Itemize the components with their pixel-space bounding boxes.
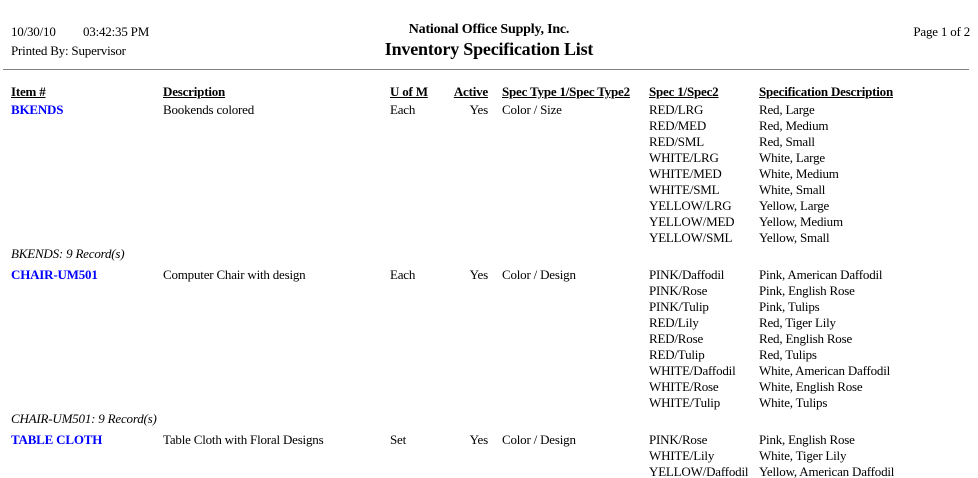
spec-description: Pink, American Daffodil: [759, 267, 883, 282]
spec-description: Pink, Tulips: [759, 299, 820, 314]
spec-description: Red, Small: [759, 134, 815, 149]
column-header-spec: Spec 1/Spec2: [649, 84, 719, 99]
spec-description: White, Large: [759, 150, 825, 165]
item-spec-type: Color / Design: [502, 432, 576, 447]
item-row: [11, 267, 978, 283]
spec-row: [11, 214, 978, 230]
spec-description: White, Medium: [759, 166, 839, 181]
spec-code: YELLOW/MED: [649, 214, 735, 229]
printed-by-label: Printed By: Supervisor: [11, 43, 126, 58]
spec-row: [11, 395, 978, 411]
item-active-flag: Yes: [469, 267, 488, 282]
spec-code: RED/Lily: [649, 315, 699, 330]
spec-code: WHITE/Daffodil: [649, 363, 736, 378]
spec-code: WHITE/Lily: [649, 448, 715, 463]
item-number-link[interactable]: CHAIR-UM501: [11, 267, 98, 282]
spec-code: WHITE/Tulip: [649, 395, 720, 410]
spec-description: Red, Tiger Lily: [759, 315, 836, 330]
spec-description: Yellow, Small: [759, 230, 830, 245]
spec-code: PINK/Tulip: [649, 299, 709, 314]
spec-row: [11, 331, 978, 347]
page-indicator: Page 1 of 2: [913, 24, 970, 39]
item-uom: Set: [390, 432, 407, 447]
column-header-description: Description: [163, 84, 226, 99]
spec-row: [11, 230, 978, 246]
spec-description: White, Small: [759, 182, 826, 197]
company-name: National Office Supply, Inc.: [408, 22, 570, 37]
spec-description: Yellow, Large: [759, 198, 830, 213]
spec-row: [11, 118, 978, 134]
spec-row: [11, 134, 978, 150]
header-rule: [3, 69, 969, 70]
column-header-uom: U of M: [390, 84, 428, 99]
item-active-flag: Yes: [469, 102, 488, 117]
spec-description: Red, Medium: [759, 118, 829, 133]
spec-code: WHITE/SML: [649, 182, 720, 197]
item-record-count-summary: CHAIR-UM501: 9 Record(s): [11, 411, 157, 426]
spec-code: PINK/Rose: [649, 432, 708, 447]
column-header-spec-description: Specification Description: [759, 84, 894, 99]
spec-description: Yellow, American Daffodil: [759, 464, 895, 478]
report-title: Inventory Specification List: [384, 39, 594, 59]
spec-code: PINK/Daffodil: [649, 267, 725, 282]
item-number-link[interactable]: BKENDS: [11, 102, 64, 117]
spec-code: YELLOW/LRG: [649, 198, 732, 213]
spec-code: RED/Tulip: [649, 347, 705, 362]
column-header-item-number: Item #: [11, 84, 46, 99]
spec-code: WHITE/LRG: [649, 150, 719, 165]
spec-code: WHITE/MED: [649, 166, 722, 181]
item-uom: Each: [390, 267, 416, 282]
spec-code: YELLOW/Daffodil: [649, 464, 749, 478]
spec-code: WHITE/Rose: [649, 379, 719, 394]
spec-description: Pink, English Rose: [759, 432, 855, 447]
report-date: 10/30/10: [11, 24, 56, 39]
spec-row: [11, 464, 978, 478]
spec-row: [11, 347, 978, 363]
item-number-link[interactable]: TABLE CLOTH: [11, 432, 103, 447]
column-header-spec-type: Spec Type 1/Spec Type2: [502, 84, 630, 99]
spec-code: RED/SML: [649, 134, 704, 149]
item-spec-type: Color / Size: [502, 102, 562, 117]
spec-code: YELLOW/SML: [649, 230, 733, 245]
spec-description: White, American Daffodil: [759, 363, 891, 378]
spec-description: Yellow, Medium: [759, 214, 843, 229]
spec-description: Pink, English Rose: [759, 283, 855, 298]
report-time: 03:42:35 PM: [83, 24, 150, 39]
spec-description: White, Tiger Lily: [759, 448, 847, 463]
item-uom: Each: [390, 102, 416, 117]
item-row: [11, 102, 978, 118]
spec-row: [11, 379, 978, 395]
spec-code: RED/Rose: [649, 331, 704, 346]
spec-row: [11, 283, 978, 299]
item-description: Computer Chair with design: [163, 267, 306, 282]
spec-row: [11, 166, 978, 182]
item-spec-type: Color / Design: [502, 267, 576, 282]
spec-description: White, Tulips: [759, 395, 828, 410]
item-record-count-summary: BKENDS: 9 Record(s): [11, 246, 125, 261]
item-list: [11, 102, 978, 478]
item-active-flag: Yes: [469, 432, 488, 447]
spec-code: RED/LRG: [649, 102, 704, 117]
spec-row: [11, 315, 978, 331]
spec-description: Red, Tulips: [759, 347, 817, 362]
spec-row: [11, 363, 978, 379]
spec-row: [11, 299, 978, 315]
spec-row: [11, 198, 978, 214]
spec-row: [11, 150, 978, 166]
spec-description: Red, Large: [759, 102, 815, 117]
spec-code: RED/MED: [649, 118, 707, 133]
item-description: Table Cloth with Floral Designs: [163, 432, 324, 447]
column-header-active: Active: [453, 84, 488, 99]
spec-row: [11, 182, 978, 198]
spec-code: PINK/Rose: [649, 283, 708, 298]
item-description: Bookends colored: [163, 102, 255, 117]
spec-row: [11, 448, 978, 464]
item-row: [11, 432, 978, 448]
column-header-row: [11, 84, 971, 100]
spec-description: Red, English Rose: [759, 331, 853, 346]
spec-description: White, English Rose: [759, 379, 863, 394]
